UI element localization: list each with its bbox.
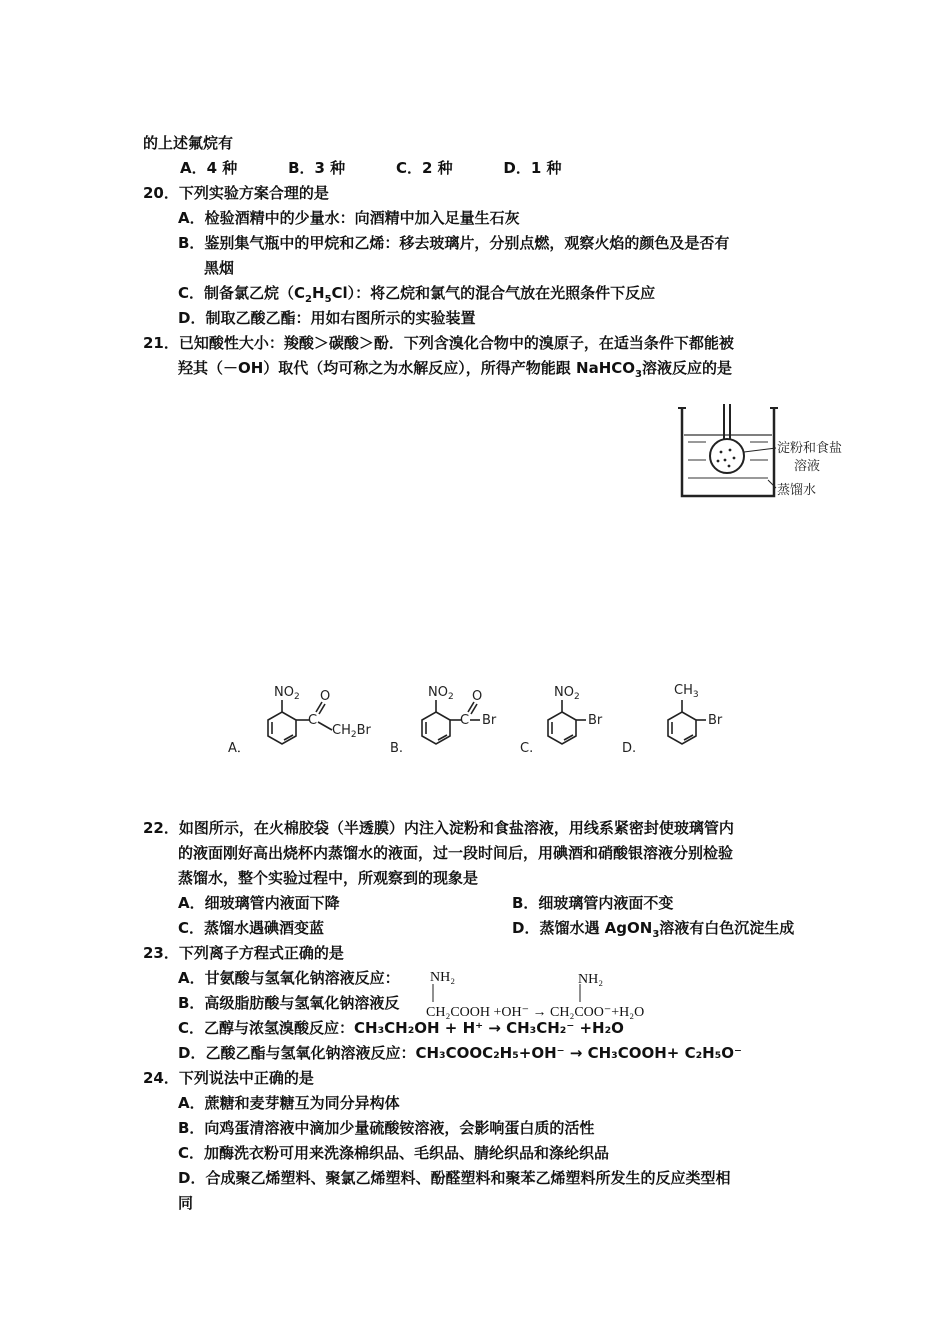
no2-a: $NO_2$: [274, 685, 300, 702]
structure-options: [222, 672, 742, 764]
br-d: Br: [708, 713, 723, 728]
q24-option-b: B．向鸡蛋清溶液中滴加少量硫酸铵溶液，会影响蛋白质的活性: [178, 1119, 595, 1137]
q24-option-d: D．合成聚乙烯塑料、聚氯乙烯塑料、酚醛塑料和聚苯乙烯塑料所发生的反应类型相: [178, 1169, 731, 1187]
ch3-d: $CH_3$: [674, 683, 699, 700]
structure-b-label: B.: [390, 741, 404, 756]
q19-option-a: A．4 种: [180, 159, 238, 177]
q24-option-c: C．加酶洗衣粉可用来洗涤棉织品、毛织品、腈纶织品和涤纶织品: [178, 1144, 610, 1162]
q19-option-d: D．1 种: [503, 159, 562, 177]
q20-option-c: C．制备氯乙烷$(C_2H_5Cl)$：将乙烷和氯气的混合气放在光照条件下反应: [178, 284, 656, 305]
br-b: Br: [482, 713, 497, 728]
no2-c: $NO_2$: [554, 685, 580, 702]
dialysis-figure: [672, 400, 862, 505]
structure-d-label: D.: [622, 741, 637, 756]
q22-option-d: D．蒸馏水遇 AgON$_3$溶液有白色沉淀生成: [512, 919, 795, 940]
q24-stem: 24．下列说法中正确的是: [143, 1069, 314, 1087]
carbonyl-o-a: O: [320, 689, 331, 704]
q19-options: [180, 158, 608, 178]
q21-stem: 21．已知酸性大小：羧酸＞碳酸＞酚．下列含溴化合物中的溴原子，在适当条件下都能被: [143, 334, 734, 352]
q19-option-c: C．2 种: [395, 159, 453, 177]
q22-stem: 22．如图所示，在火棉胶袋（半透膜）内注入淀粉和食盐溶液，用线系紧密封使玻璃管内: [143, 819, 734, 837]
structure-a: [228, 685, 372, 756]
label-solution: 溶液: [794, 459, 821, 474]
glycine-bonds: [430, 984, 590, 1004]
glycine-equation: CH₂COOH +OH⁻ → CH₂COO⁻+H₂O: [426, 1005, 645, 1020]
carbonyl-c-a: C: [308, 713, 318, 728]
q20-option-a: A．检验酒精中的少量水：向酒精中加入足量生石灰: [178, 209, 520, 227]
q19-option-b: B．3 种: [288, 159, 346, 177]
q20-stem: 20．下列实验方案合理的是: [143, 184, 329, 202]
q23-option-d: D．乙酸乙酯与氢氧化钠溶液反应：CH₃COOC₂H₅+OH⁻ → CH₃COOH+ C₂H₅O⁻: [178, 1044, 742, 1062]
q24-option-d-cont: 同: [178, 1194, 194, 1212]
q20-option-b-cont: 黑烟: [204, 259, 235, 277]
glycine-nh2-2: NH₂: [578, 972, 604, 987]
q19-tail: 的上述氟烷有: [143, 134, 234, 152]
structure-c: [520, 685, 603, 756]
q22-option-b: B．细玻璃管内液面不变: [512, 894, 674, 912]
q23-option-c: C．乙醇与浓氢溴酸反应：CH₃CH₂OH + H⁺ → CH₃CH₂⁻ +H₂O: [178, 1019, 624, 1037]
q20-option-b: B．鉴别集气瓶中的甲烷和乙烯：移去玻璃片，分别点燃，观察火焰的颜色及是否有: [178, 234, 730, 252]
carbonyl-c-b: C: [460, 713, 470, 728]
q23-option-a: A．甘氨酸与氢氧化钠溶液反应：: [178, 969, 400, 987]
q22-option-a: A．细玻璃管内液面下降: [178, 894, 340, 912]
structure-a-label: A．: [228, 741, 250, 756]
label-starch-salt: 淀粉和食盐: [777, 441, 843, 456]
q23-stem: 23．下列离子方程式正确的是: [143, 944, 344, 962]
q24-option-a: A．蔗糖和麦芽糖互为同分异构体: [178, 1094, 400, 1112]
structure-d: [622, 683, 723, 756]
q22-stem-cont2: 蒸馏水，整个实验过程中，所观察到的现象是: [178, 869, 479, 887]
structure-b: [390, 685, 497, 756]
q20-option-d: D．制取乙酸乙酯：用如右图所示的实验装置: [178, 309, 476, 327]
br-c: Br: [588, 713, 603, 728]
q23-option-b: B．高级脂肪酸与氢氧化钠溶液反: [178, 994, 400, 1012]
structure-c-label: C.: [520, 741, 534, 756]
q21-stem-cont: 羟其（－OH）取代（均可称之为水解反应），所得产物能跟 NaHCO$_3$溶液反应的是: [178, 359, 733, 380]
label-distilled-water: 蒸馏水: [777, 483, 817, 498]
no2-b: $NO_2$: [428, 685, 454, 702]
ch2br-a: $CH_2Br$: [332, 723, 371, 740]
glycine-nh2-1: NH₂: [430, 970, 456, 985]
q22-stem-cont1: 的液面刚好高出烧杯内蒸馏水的液面，过一段时间后，用碘酒和硝酸银溶液分别检验: [178, 844, 734, 862]
q22-option-c: C．蒸馏水遇碘酒变蓝: [178, 919, 325, 937]
carbonyl-o-b: O: [472, 689, 483, 704]
